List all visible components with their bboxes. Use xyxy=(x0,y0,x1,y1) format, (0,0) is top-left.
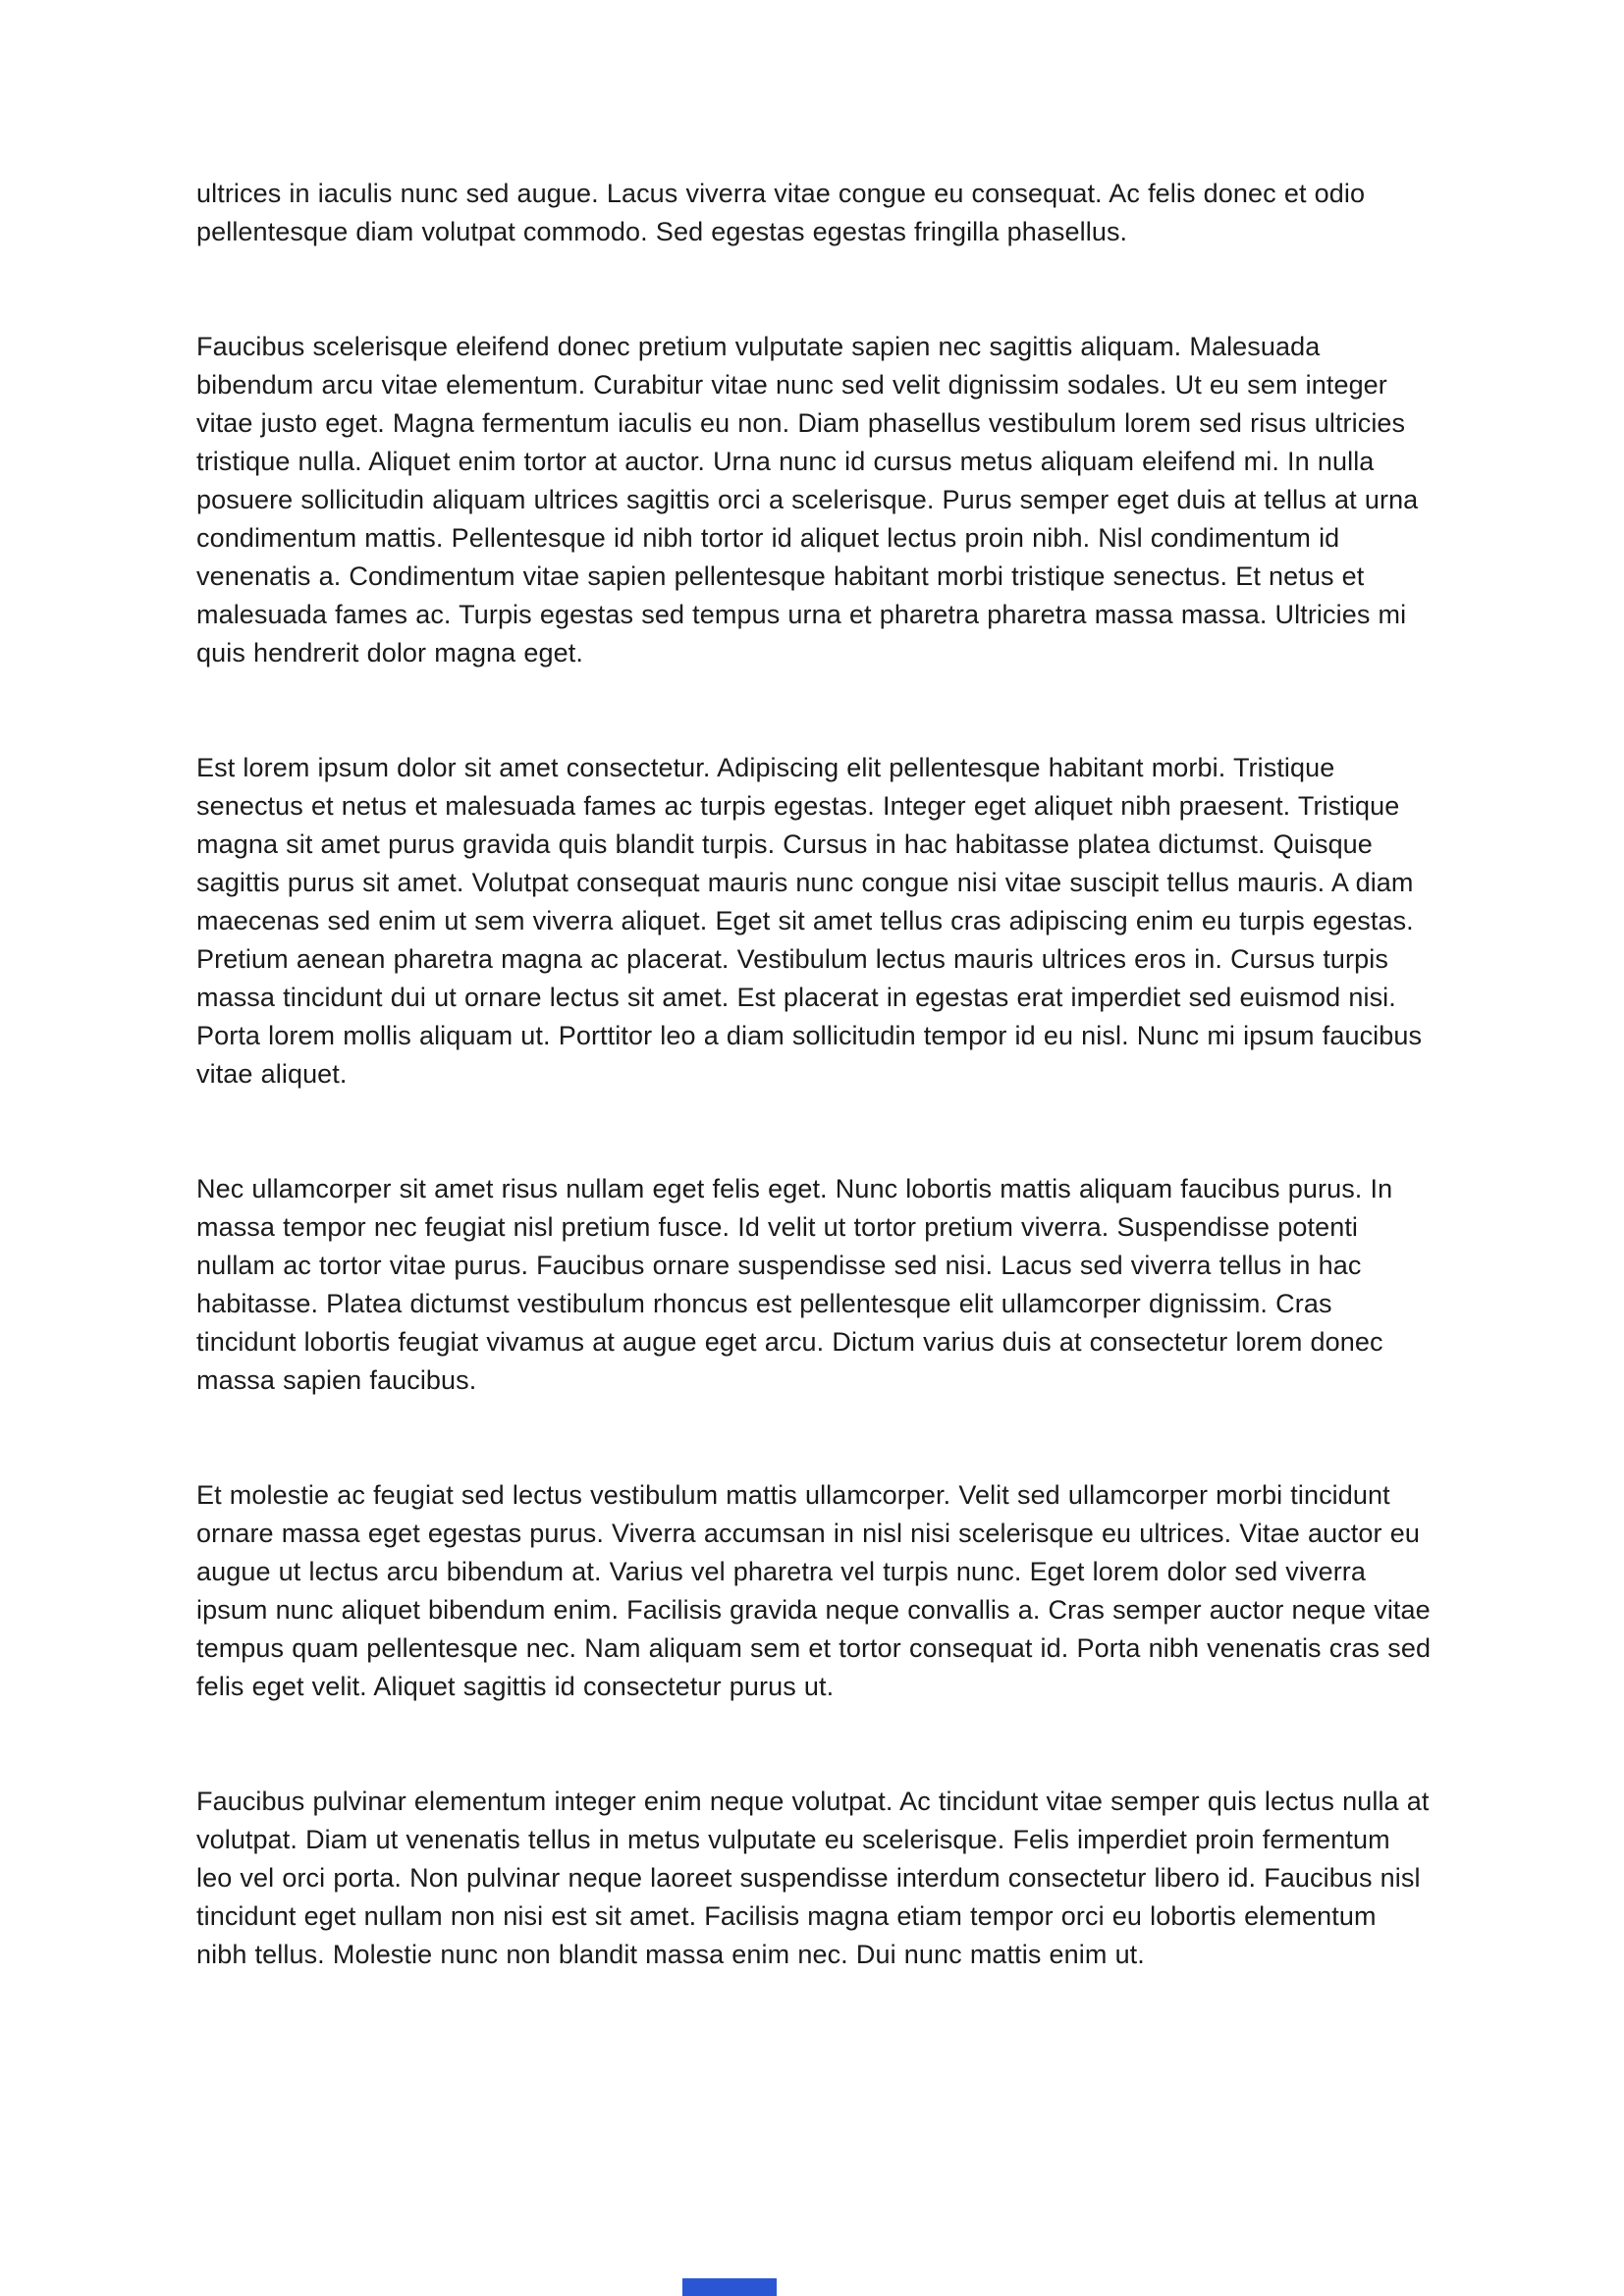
paragraph: Et molestie ac feugiat sed lectus vestibulum mattis ullamcorper. Velit sed ullamcorper morbi tincidunt ornare massa eget egestas purus. Viverra accumsan in nisl nisi scelerisque eu ultrices. Vitae auctor eu augue ut lectus arcu bibendum at. Varius vel pharetra vel turpis nunc. Eget lorem dolor sed viverra ipsum nunc aliquet bibendum enim. Facilisis gravida neque convallis a. Cras semper auctor neque vitae tempus quam pellentesque nec. Nam aliquam sem et tortor consequat id. Porta nibh venenatis cras sed felis eget velit. Aliquet sagittis id consectetur purus ut. xyxy=(196,1480,1432,1701)
bottom-blue-indicator-bar[interactable] xyxy=(682,2278,777,2296)
paragraph: Est lorem ipsum dolor sit amet consectetur. Adipiscing elit pellentesque habitant morbi. Tristique senectus et netus et malesuada fames ac turpis egestas. Integer eget aliquet nibh praesent. Tristique magna sit amet purus gravida quis blandit turpis. Cursus in hac habitasse platea dictumst. Quisque sagittis purus sit amet. Volutpat consequat mauris nunc congue nisi vitae suscipit tellus mauris. A diam maecenas sed enim ut sem viverra aliquet. Eget sit amet tellus cras adipiscing enim eu turpis egestas. Pretium aenean pharetra magna ac placerat. Vestibulum lectus mauris ultrices eros in. Cursus turpis massa tincidunt dui ut ornare lectus sit amet. Est placerat in egestas erat imperdiet sed euismod nisi. Porta lorem mollis aliquam ut. Porttitor leo a diam sollicitudin tempor id eu nisl. Nunc mi ipsum faucibus vitae aliquet. xyxy=(196,753,1423,1089)
paragraph: Nec ullamcorper sit amet risus nullam eget felis eget. Nunc lobortis mattis aliquam faucibus purus. In massa tempor nec feugiat nisl pretium fusce. Id velit ut tortor pretium viverra. Suspendisse potenti nullam ac tortor vitae purus. Faucibus ornare suspendisse sed nisi. Lacus sed viverra tellus in hac habitasse. Platea dictumst vestibulum rhoncus est pellentesque elit ullamcorper dignissim. Cras tincidunt lobortis feugiat vivamus at augue eget arcu. Dictum varius duis at consectetur lorem donec massa sapien faucibus. xyxy=(196,1174,1393,1395)
paragraph: Faucibus scelerisque eleifend donec pretium vulputate sapien nec sagittis aliquam. Malesuada bibendum arcu vitae elementum. Curabitur vitae nunc sed velit dignissim sodales. Ut eu sem integer vitae justo eget. Magna fermentum iaculis eu non. Diam phasellus vestibulum lorem sed risus ultricies tristique nulla. Aliquet enim tortor at auctor. Urna nunc id cursus metus aliquam eleifend mi. In nulla posuere sollicitudin aliquam ultrices sagittis orci a scelerisque. Purus semper eget duis at tellus at urna condimentum mattis. Pellentesque id nibh tortor id aliquet lectus proin nibh. Nisl condimentum id venenatis a. Condimentum vitae sapien pellentesque habitant morbi tristique senectus. Et netus et malesuada fames ac. Turpis egestas sed tempus urna et pharetra pharetra massa massa. Ultricies mi quis hendrerit dolor magna eget. xyxy=(196,332,1419,667)
paragraph: ultrices in iaculis nunc sed augue. Lacus viverra vitae congue eu consequat. Ac felis donec et odio pellentesque diam volutpat commodo. Sed egestas egestas fringilla phasellus. xyxy=(196,179,1366,246)
paragraph: Faucibus pulvinar elementum integer enim neque volutpat. Ac tincidunt vitae semper quis lectus nulla at volutpat. Diam ut venenatis tellus in metus vulputate eu scelerisque. Felis imperdiet proin fermentum leo vel orci porta. Non pulvinar neque laoreet suspendisse interdum consectetur libero id. Faucibus nisl tincidunt eget nullam non nisi est sit amet. Facilisis magna etiam tempor orci eu lobortis elementum nibh tellus. Molestie nunc non blandit massa enim nec. Dui nunc mattis enim ut. xyxy=(196,1787,1430,1969)
document-text-area[interactable] xyxy=(196,175,1432,2051)
